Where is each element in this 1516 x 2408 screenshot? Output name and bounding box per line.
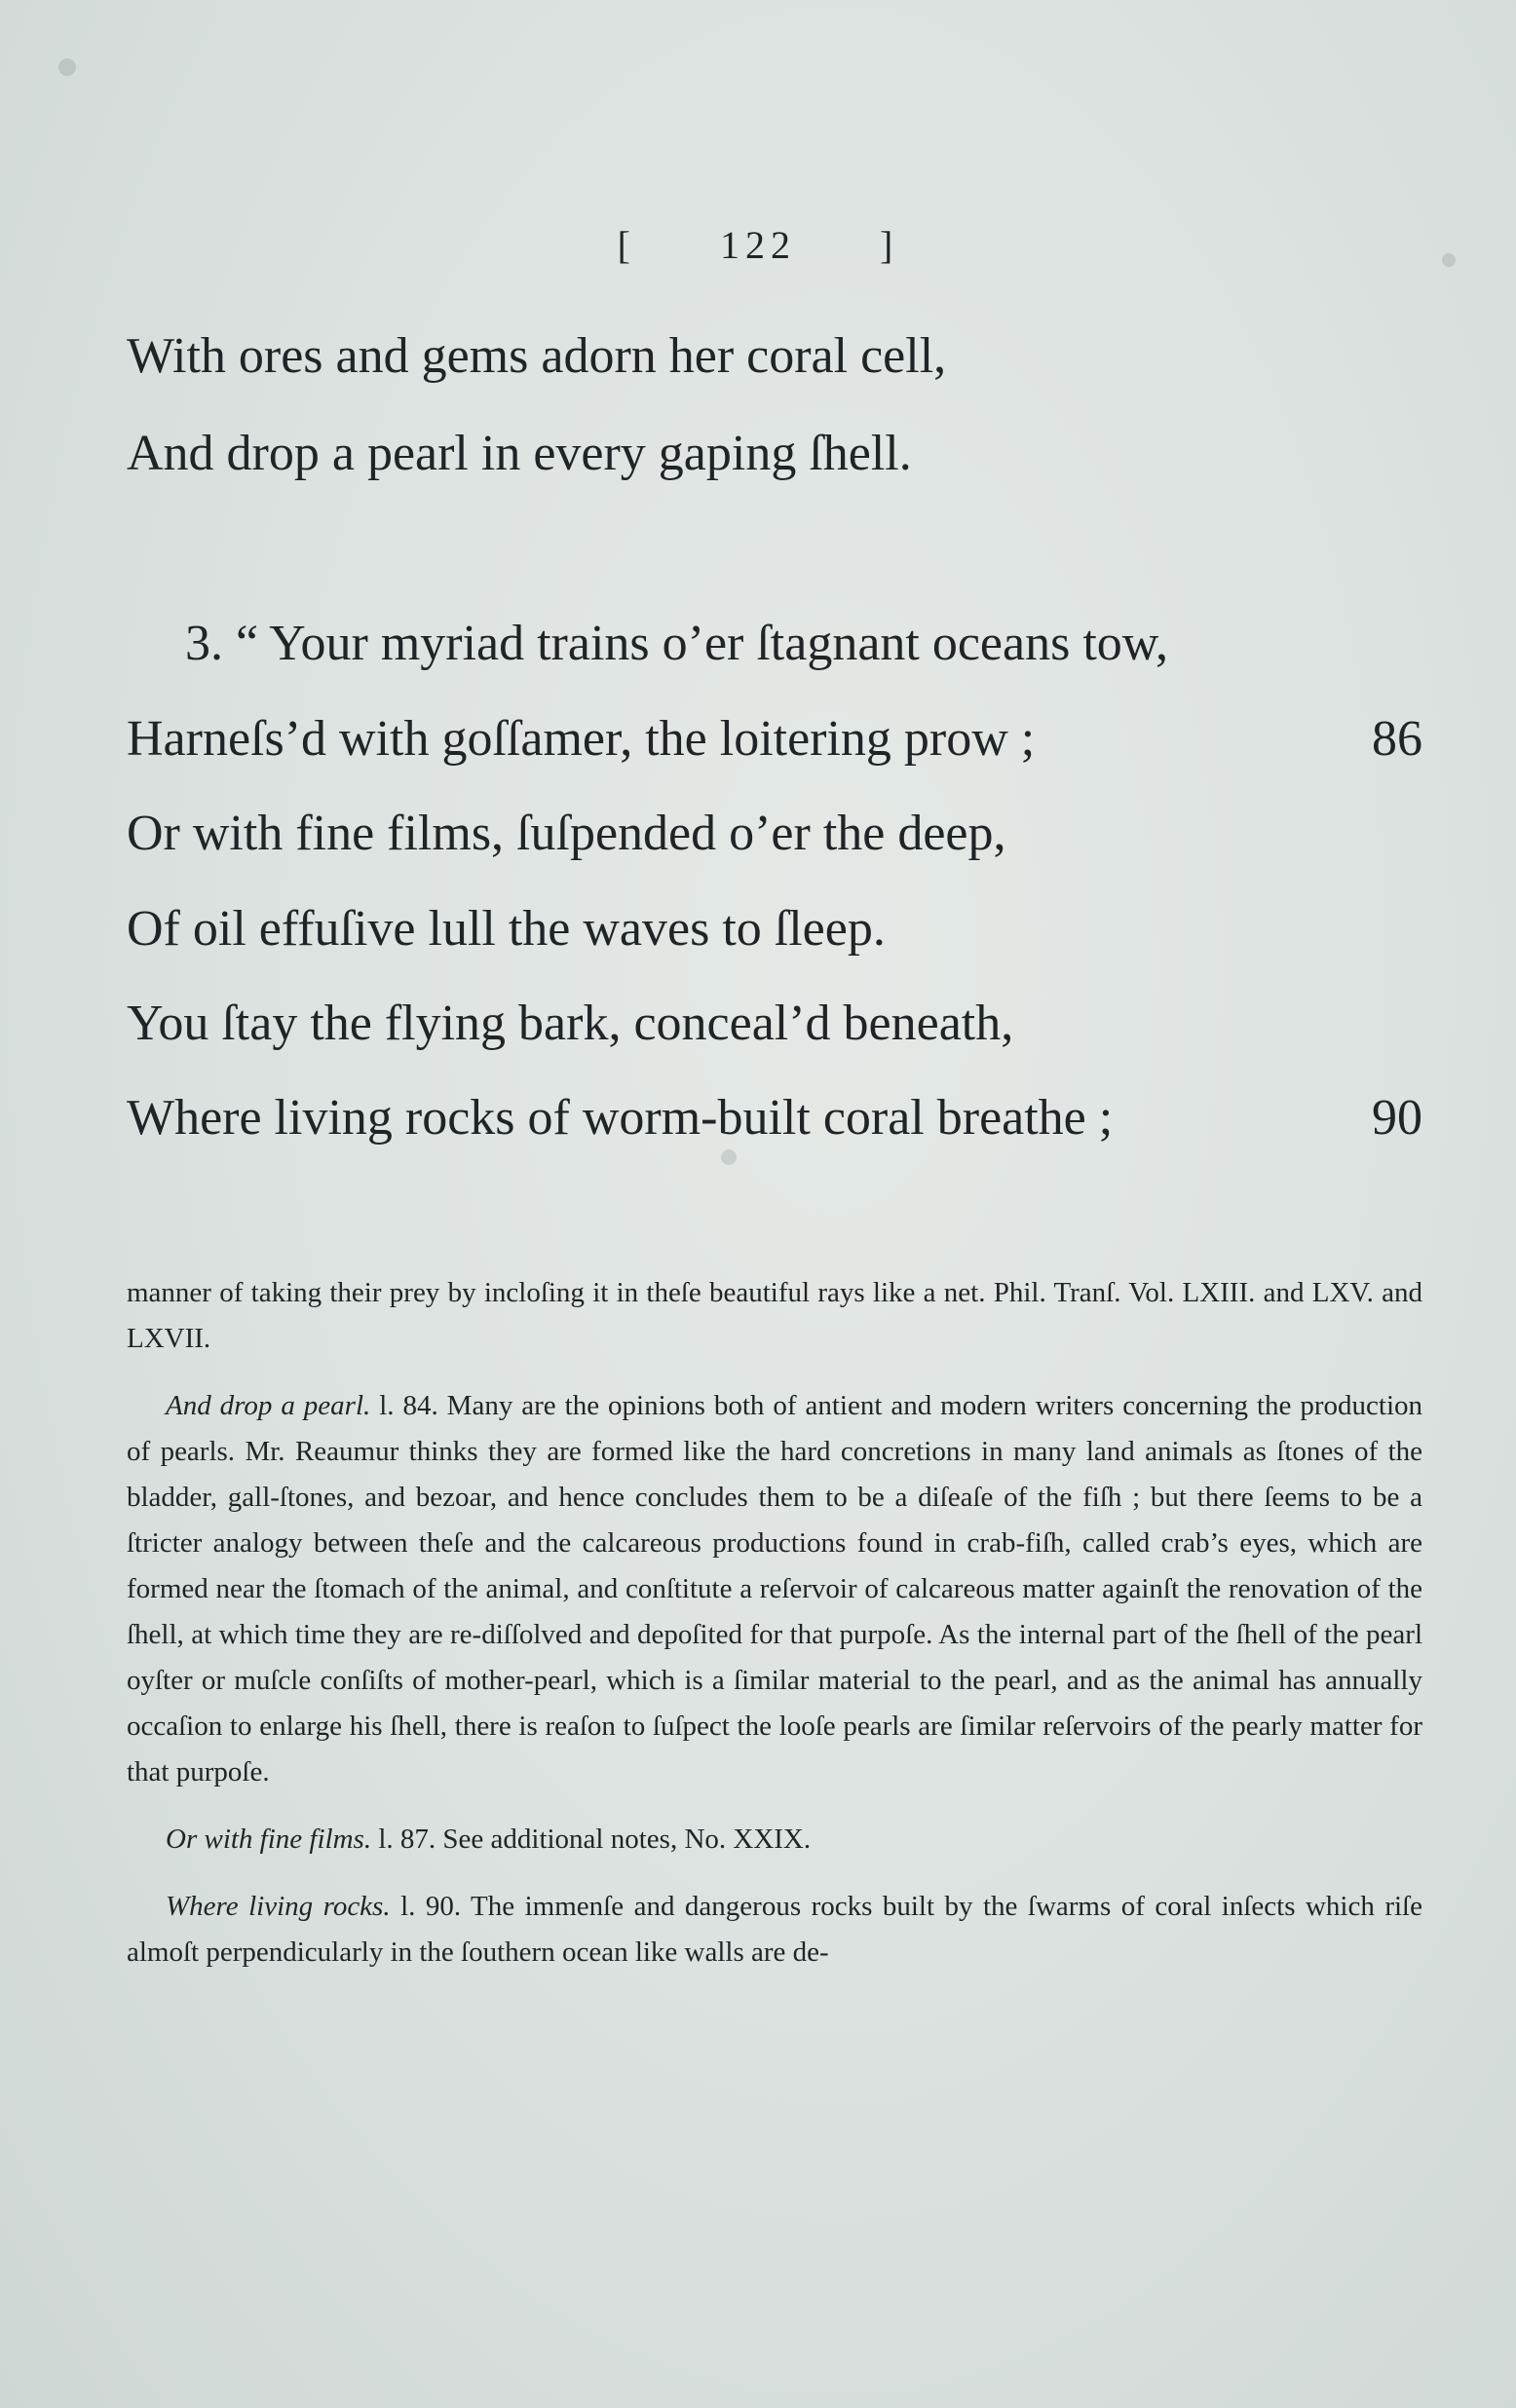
verse-line	[127, 805, 1422, 863]
verse-text: Of oil effuſive lull the waves to ſleep.	[127, 901, 886, 957]
verse-text: Where living rocks of worm-built coral breathe ;	[127, 1090, 1114, 1146]
bracket-right: ]	[880, 223, 899, 267]
page-number: 122	[720, 223, 796, 267]
bracket-left: [	[617, 223, 636, 267]
note-ref: l. 84.	[370, 1390, 438, 1421]
verse-text: Or with fine films, ſuſpended o’er the deep,	[127, 806, 1006, 861]
note-films	[127, 1817, 1422, 1862]
verse-line	[127, 615, 1422, 673]
verse-text: And drop a pearl in every gaping ſhell.	[127, 426, 912, 481]
page-number-header	[0, 222, 1516, 268]
verse-text: 3. “ Your myriad trains o’er ſtagnant oceans tow,	[185, 616, 1168, 671]
note-rocks	[127, 1884, 1422, 1975]
note-lead: Where living rocks.	[166, 1891, 391, 1922]
note-ref: l. 87.	[371, 1824, 436, 1855]
note-text: The immenſe and dangerous rocks built by the ſwarms of coral inſects which riſe almoſt perpendicularly in the ſouthern ocean like walls are de-	[127, 1891, 1422, 1968]
verse-line	[127, 327, 1422, 386]
verse-line	[127, 425, 1422, 483]
verse-text: With ores and gems adorn her coral cell,	[127, 328, 947, 384]
verse-line	[127, 1089, 1422, 1148]
note-pearl	[127, 1383, 1422, 1795]
page-speck	[721, 1149, 737, 1165]
verse-line	[127, 710, 1422, 769]
verse-text: You ſtay the flying bark, conceal’d beneath,	[127, 996, 1014, 1051]
verse-text: Harneſs’d with goſſamer, the loitering prow ;	[127, 711, 1036, 767]
line-number: 86	[1372, 711, 1422, 767]
footnotes	[127, 1270, 1422, 1997]
note-text: See additional notes, No. XXIX.	[436, 1824, 812, 1855]
page-speck	[58, 58, 76, 76]
line-number: 90	[1372, 1090, 1422, 1146]
verse-line	[127, 995, 1422, 1053]
note-continuation: manner of taking their prey by incloſing it in theſe beautiful rays like a net. Phil. Tranſ. Vol. LXIII. and LXV. and LXVII.	[127, 1277, 1422, 1354]
verse-line	[127, 900, 1422, 959]
note-text: Many are the opinions both of antient and modern writers concerning the production of pearls. Mr. Reaumur thinks they are formed like the hard concretions in many land animals as ſtones of the bladder, gall-ſtones, and bezoar, and hence concludes them to be a diſeaſe of the fiſh ; but there ſeems to be a ſtricter analogy between theſe and the calcareous productions found in crab-fiſh, called crab’s eyes, which are formed near the ſtomach of the animal, and conſtitute a reſervoir of calcareous matter againſt the renovation of the ſhell, at which time they are re-diſſolved and depoſited for that purpoſe. As the internal part of the ſhell of the pearl oyſter or muſcle conſiſts of mother-pearl, which is a ſimilar material to the pearl, and as the animal has annually occaſion to enlarge his ſhell, there is reaſon to ſuſpect the looſe pearls are ſimilar reſervoirs of the pearly matter for that purpoſe.	[127, 1390, 1423, 1787]
note-lead: And drop a pearl.	[166, 1390, 371, 1421]
note-lead: Or with fine films.	[166, 1824, 372, 1855]
note-ref: l. 90.	[390, 1891, 462, 1922]
